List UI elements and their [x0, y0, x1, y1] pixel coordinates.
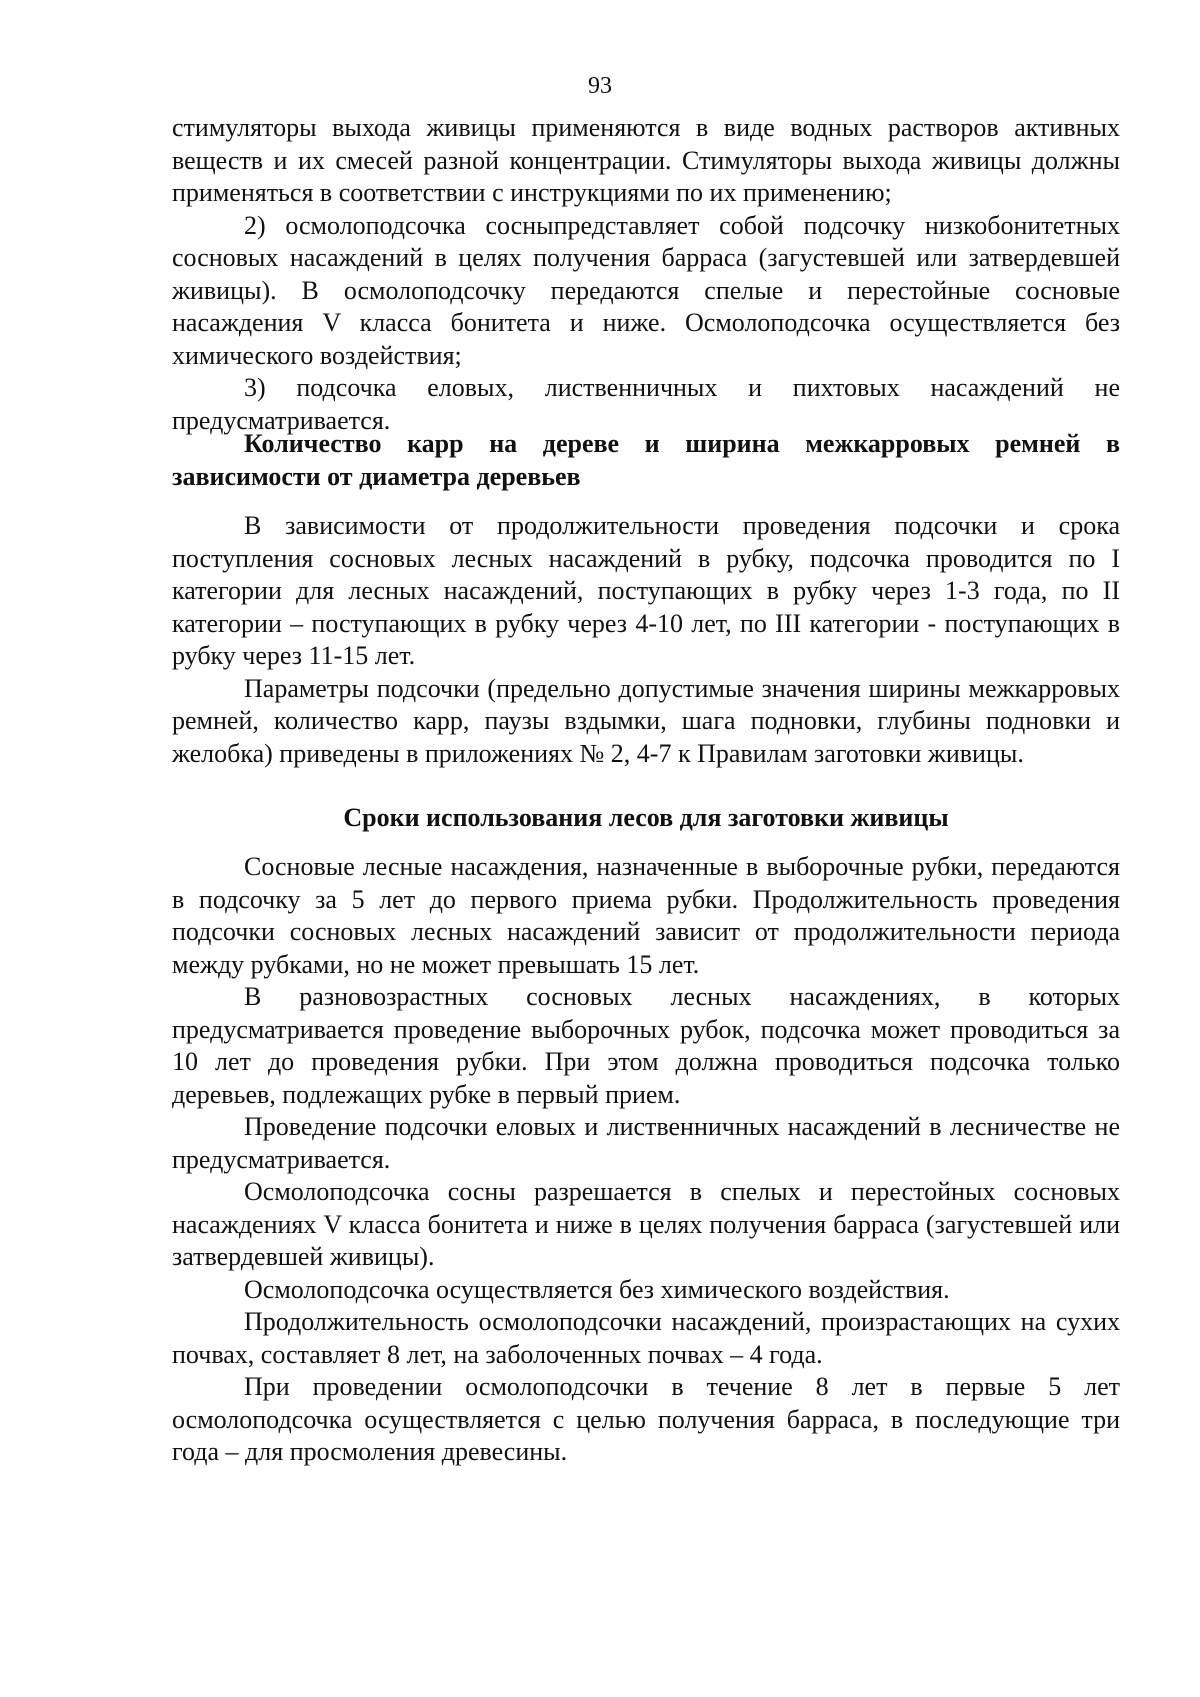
section-heading: Количество карр на дереве и ширина межкарровых ремней в зависимости от диаметра деревьев: [172, 429, 1120, 491]
paragraph: В зависимости от продолжительности проведения подсочки и срока поступления сосновых лесных насаждений в рубку, подсочка проводится по I категории для лесных насаждений, поступающих в рубку через 1-3 года, по II категории – поступающих в рубку через 4-10 лет, по III категории - поступающих в рубку через 11-15 лет.: [172, 511, 1120, 670]
section-heading: Сроки использования лесов для заготовки живицы: [343, 803, 949, 832]
paragraph-list-item-2: 2) осмолоподсочка сосныпредставляет собой подсочку низкобонитетных сосновых насаждений в целях получения барраса (загустевшей или затвердевшей живицы). В осмолоподсочку передаются спелые и перестойные сосновые насаждения V класса бонитета и ниже. Осмолоподсочка осуществляется без химического воздействия;: [172, 210, 1120, 370]
paragraph: Параметры подсочки (предельно допустимые значения ширины межкарровых ремней, количество карр, паузы вздымки, шага подновки, глубины подновки и желобка) приведены в приложениях № 2, 4-7 к Правилам заготовки живицы.: [172, 673, 1120, 768]
section-sroki-body: [172, 851, 1120, 1469]
paragraph: Осмолоподсочка сосны разрешается в спелых и перестойных сосновых насаждениях V класса бонитета и ниже в целях получения барраса (загустевшей или затвердевшей живицы).: [172, 1177, 1120, 1271]
paragraph: Сосновые лесные насаждения, назначенные в выборочные рубки, передаются в подсочку за 5 лет до первого приема рубки. Продолжительность проведения подсочки сосновых лесных насаждений зависит от продолжительности периода между рубками, но не может превышать 15 лет.: [172, 852, 1120, 979]
paragraph: Продолжительность осмолоподсочки насаждений, произрастающих на сухих почвах, составляет 8 лет, на заболоченных почвах – 4 года.: [172, 1307, 1120, 1369]
page-number: 93: [588, 73, 612, 99]
paragraph: В разновозрастных сосновых лесных насаждениях, в которых предусматривается проведение выборочных рубок, подсочка может проводиться за 10 лет до проведения рубки. При этом должна проводиться подсочка только деревьев, подлежащих рубке в первый прием.: [172, 982, 1120, 1109]
paragraph: При проведении осмолоподсочки в течение 8 лет в первые 5 лет осмолоподсочка осуществляется с целью получения барраса, в последующие три года – для просмоления древесины.: [172, 1372, 1120, 1466]
paragraph-list-item-3: 3) подсочка еловых, лиственничных и пихтовых насаждений не предусматривается.: [172, 373, 1120, 435]
section-heading-sroki: [172, 802, 1120, 835]
section-heading-karr: [172, 428, 1120, 493]
paragraph: Проведение подсочки еловых и лиственничных насаждений в лесничестве не предусматривается.: [172, 1112, 1120, 1174]
section-karr-body: [172, 510, 1120, 770]
paragraph: Осмолоподсочка осуществляется без химического воздействия.: [244, 1274, 950, 1304]
paragraph: стимуляторы выхода живицы применяются в виде водных растворов активных веществ и их смесей разной концентрации. Стимуляторы выхода живицы должны применяться в соответствии с инструкциями по их применению;: [172, 113, 1120, 207]
intro-text-block: [172, 112, 1120, 437]
